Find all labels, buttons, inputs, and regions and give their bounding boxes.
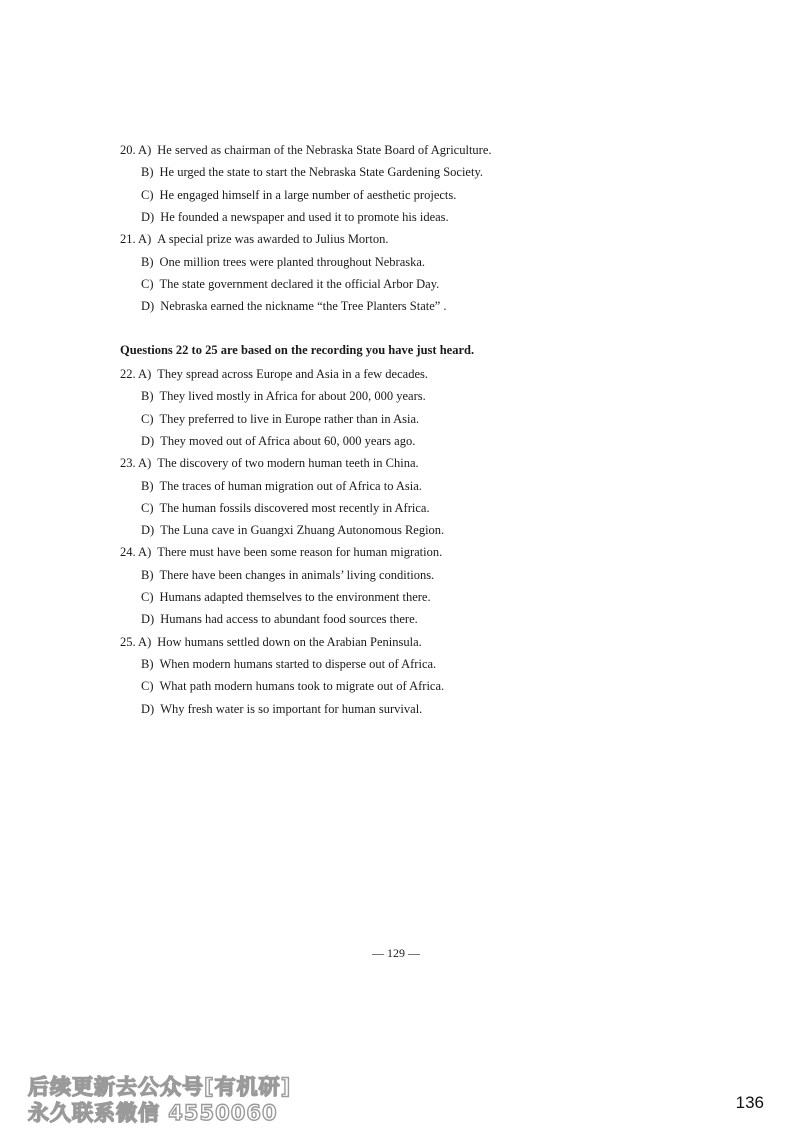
question-line <box>120 544 442 560</box>
option-text: Nebraska earned the nickname “the Tree Planters State” . <box>160 299 447 314</box>
option-letter: C) <box>141 187 154 202</box>
option-text: What path modern humans took to migrate out of Africa. <box>159 679 445 694</box>
option-text: The traces of human migration out of Africa to Asia. <box>159 478 422 493</box>
option-text: Why fresh water is so important for human survival. <box>160 701 423 716</box>
option-letter: D) <box>141 523 155 538</box>
option-line <box>141 276 439 292</box>
option-text: There must have been some reason for human migration. <box>157 545 443 560</box>
question-line <box>120 634 422 650</box>
option-text: There have been changes in animals’ living conditions. <box>159 567 435 582</box>
option-text: The state government declared it the official Arbor Day. <box>159 276 440 291</box>
option-text: He engaged himself in a large number of aesthetic projects. <box>159 187 457 202</box>
option-text: One million trees were planted throughout Nebraska. <box>159 254 426 269</box>
option-line <box>141 411 419 427</box>
question-number: 20. A) <box>120 143 152 157</box>
corner-page-number: 136 <box>735 1093 764 1112</box>
section-heading: Questions 22 to 25 are based on the recording you have just heard. <box>120 343 475 357</box>
option-letter: D) <box>141 209 155 224</box>
option-line <box>141 611 418 627</box>
option-line <box>141 656 436 672</box>
option-line <box>141 164 483 180</box>
option-letter: B) <box>141 656 154 671</box>
option-line <box>141 388 426 404</box>
option-text: The Luna cave in Guangxi Zhuang Autonomous Region. <box>160 523 445 538</box>
option-letter: B) <box>141 165 154 180</box>
question-number: 24. A) <box>120 545 152 560</box>
option-letter: B) <box>141 567 154 582</box>
option-line <box>141 678 444 694</box>
option-line <box>141 209 449 225</box>
question-number: 23. A) <box>120 456 152 471</box>
option-line <box>141 522 444 538</box>
option-letter: D) <box>141 701 155 716</box>
watermark-line-2: 永久联系微信 4550060 <box>28 1101 278 1125</box>
option-text: The discovery of two modern human teeth in China. <box>157 456 419 471</box>
option-letter: C) <box>141 411 154 426</box>
question-line <box>120 455 419 471</box>
option-line <box>141 500 430 516</box>
question-number: 21. A) <box>120 232 152 247</box>
option-letter: B) <box>141 478 154 493</box>
option-letter: C) <box>141 276 154 291</box>
option-line <box>141 433 415 449</box>
option-letter: D) <box>141 299 155 314</box>
option-letter: C) <box>141 679 154 694</box>
option-letter: C) <box>141 500 154 515</box>
watermark-text <box>28 1074 318 1126</box>
question-number: 22. A) <box>120 367 152 381</box>
question-line <box>120 142 492 158</box>
option-text: They lived mostly in Africa for about 200, 000 years. <box>159 389 426 404</box>
option-text: How humans settled down on the Arabian Peninsula. <box>157 634 422 649</box>
option-text: A special prize was awarded to Julius Morton. <box>157 232 389 247</box>
question-line <box>120 366 428 382</box>
option-letter: B) <box>141 254 154 269</box>
option-text: They preferred to live in Europe rather than in Asia. <box>159 411 420 426</box>
option-letter: D) <box>141 612 155 627</box>
option-text: Humans adapted themselves to the environment there. <box>159 590 431 604</box>
option-line <box>141 254 425 270</box>
option-line <box>141 589 431 605</box>
option-line <box>141 187 456 203</box>
option-text: Humans had access to abundant food sources there. <box>160 612 418 627</box>
option-letter: B) <box>141 389 154 404</box>
option-text: He served as chairman of the Nebraska State Board of Agriculture. <box>157 143 492 157</box>
option-letter: C) <box>141 590 154 604</box>
option-text: When modern humans started to disperse out of Africa. <box>159 656 437 671</box>
question-line <box>120 231 388 247</box>
option-line <box>141 298 447 314</box>
option-text: The human fossils discovered most recently in Africa. <box>159 500 430 515</box>
option-line <box>141 701 422 717</box>
option-letter: D) <box>141 433 155 448</box>
option-text: He urged the state to start the Nebraska State Gardening Society. <box>159 165 484 180</box>
page-footer-number: — 129 — <box>372 946 420 960</box>
option-line <box>141 567 434 583</box>
option-text: They spread across Europe and Asia in a few decades. <box>157 367 428 381</box>
option-text: He founded a newspaper and used it to promote his ideas. <box>160 209 449 224</box>
option-text: They moved out of Africa about 60, 000 years ago. <box>160 433 416 448</box>
question-number: 25. A) <box>120 634 152 649</box>
option-line <box>141 478 422 494</box>
watermark-line-1: 后续更新去公众号[有机研] <box>28 1075 292 1099</box>
